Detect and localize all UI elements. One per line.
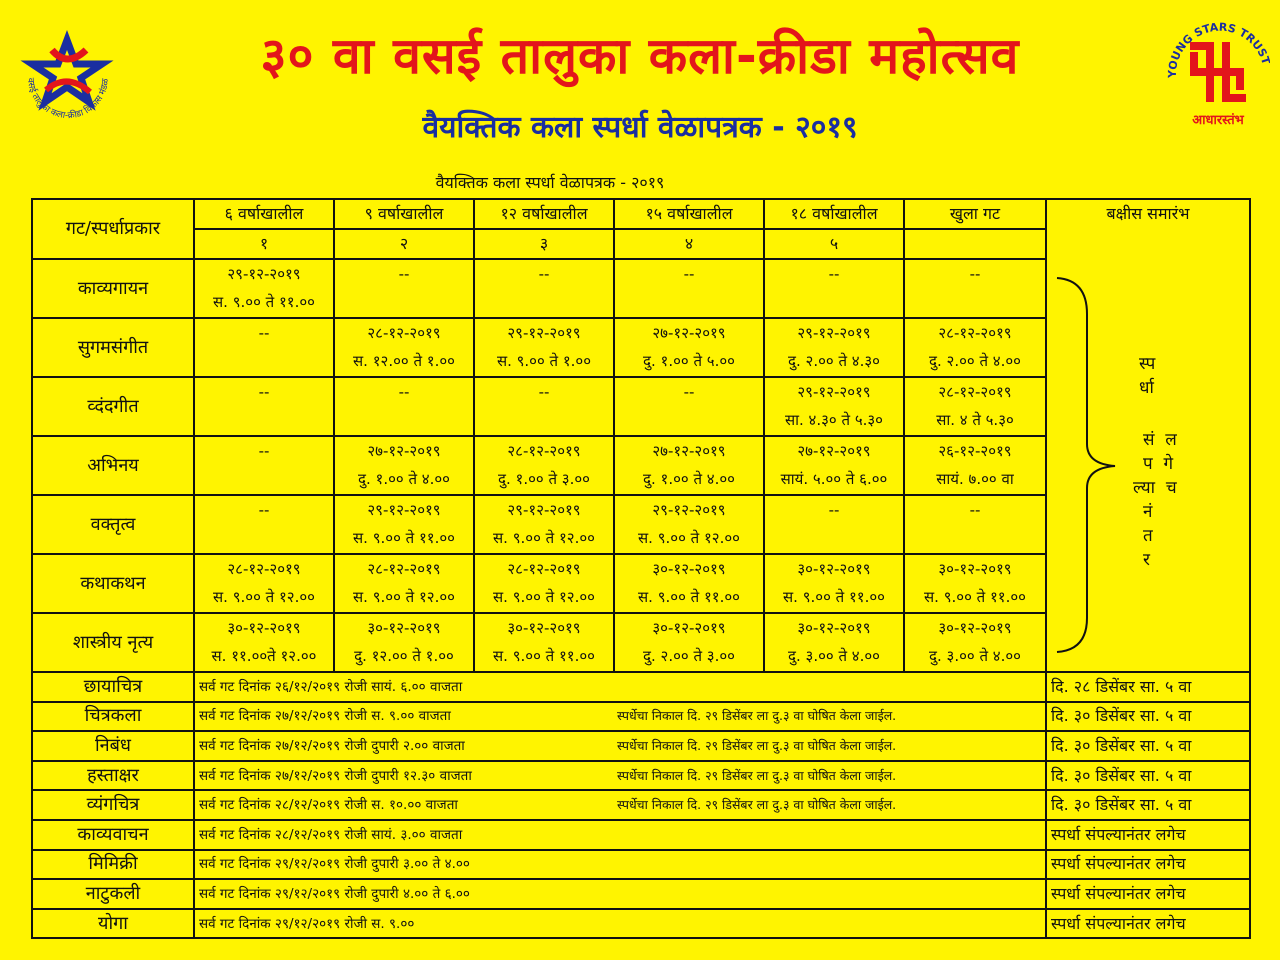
cell-time: स. ९.०० ते १२.०० <box>213 588 315 606</box>
schedule-cell <box>474 318 614 377</box>
category-label: व्यंगचित्र <box>32 790 194 820</box>
schedule-cell <box>334 613 474 672</box>
schedule-cell <box>194 731 1046 761</box>
schedule-cell <box>904 613 1046 672</box>
schedule-cell <box>194 318 334 377</box>
cell-time: सायं. ७.०० वा <box>936 470 1014 488</box>
table-row <box>32 879 1250 909</box>
schedule-text: सर्व गट दिनांक २६/१२/२०१९ रोजी सायं. ६.०० वाजता <box>199 678 463 695</box>
prize-note-line: प गे <box>1143 454 1174 474</box>
page-subtitle: वैयक्तिक कला स्पर्धा वेळापत्रक - २०१९ <box>422 110 858 145</box>
cell-time: दु. २.०० ते ४.३० <box>788 352 880 370</box>
schedule-cell <box>194 495 334 554</box>
prize-note-line: ल्या च <box>1133 478 1177 498</box>
cell-date: -- <box>828 265 840 283</box>
prize-note-line: सं ल <box>1143 430 1177 450</box>
prize-header: बक्षीस समारंभ <box>1046 199 1250 259</box>
cell-date: २८-१२-२०१९ <box>938 383 1012 401</box>
schedule-cell <box>764 377 904 436</box>
right-logo <box>1166 16 1270 128</box>
category-label: चित्रकला <box>32 702 194 732</box>
swastik-icon <box>1194 46 1242 98</box>
cell-date: २७-१२-२०१९ <box>652 442 726 460</box>
prize-cell: स्पर्धा संपल्यानंतर लगेच <box>1046 909 1250 939</box>
cell-time: दु. १.०० ते ३.०० <box>498 470 590 488</box>
result-text: स्पर्धेचा निकाल दि. २९ डिसेंबर ला दु.३ वा घोषित केला जाईल. <box>617 708 897 724</box>
cell-date: २६-१२-२०१९ <box>938 442 1012 460</box>
cell-date: ३०-१२-२०१९ <box>652 619 726 637</box>
cell-time: दु. २.०० ते ३.०० <box>643 647 735 665</box>
brace-icon <box>1049 274 1119 654</box>
prize-note-line: नं <box>1143 502 1153 522</box>
cell-date: ३०-१२-२०१९ <box>227 619 301 637</box>
schedule-cell <box>474 259 614 318</box>
cell-date: २८-१२-२०१९ <box>227 560 301 578</box>
cell-time: स. ९.०० ते १२.०० <box>638 529 740 547</box>
cell-time: स. ९.०० ते ११.०० <box>924 588 1026 606</box>
page-title: ३० वा वसई तालुका कला-क्रीडा महोत्सव <box>260 27 1020 85</box>
schedule-text: सर्व गट दिनांक २८/१२/२०१९ रोजी सायं. ३.०० वाजता <box>199 826 463 843</box>
cell-date: -- <box>683 265 695 283</box>
svg-text:वसई तालुका कला-क्रीडा विकास मं: वसई तालुका कला-क्रीडा विकास मंडळ <box>24 77 112 122</box>
schedule-cell <box>764 554 904 613</box>
cell-time: स. ९.०० ते ११.०० <box>638 588 740 606</box>
schedule-cell <box>194 436 334 495</box>
cell-time: दु. १.०० ते ५.०० <box>643 352 735 370</box>
schedule-cell <box>194 672 1046 702</box>
cell-date: २७-१२-२०१९ <box>367 442 441 460</box>
schedule-cell <box>194 377 334 436</box>
cell-date: २९-१२-२०१९ <box>367 501 441 519</box>
cell-date: २८-१२-२०१९ <box>367 560 441 578</box>
cell-date: -- <box>398 383 410 401</box>
cell-date: -- <box>969 265 981 283</box>
cell-date: -- <box>258 442 270 460</box>
prize-note <box>1045 258 1249 670</box>
cell-time: स. ९.०० ते ११.०० <box>783 588 885 606</box>
cell-date: २९-१२-२०१९ <box>507 501 581 519</box>
category-label: व्दंदगीत <box>32 377 194 436</box>
cell-time: दु. २.०० ते ४.०० <box>929 352 1021 370</box>
prize-note-line: स्प <box>1139 354 1156 374</box>
schedule-cell <box>764 613 904 672</box>
cell-time: सा. ४ ते ५.३० <box>936 411 1014 429</box>
cell-date: -- <box>538 383 550 401</box>
group-number: ५ <box>764 229 904 259</box>
category-label: कथाकथन <box>32 554 194 613</box>
prize-cell: दि. ३० डिसेंबर सा. ५ वा <box>1046 731 1250 761</box>
category-label: नाटुकली <box>32 879 194 909</box>
schedule-cell <box>474 495 614 554</box>
schedule-cell <box>194 761 1046 791</box>
category-label: काव्यवाचन <box>32 820 194 850</box>
cell-date: -- <box>538 265 550 283</box>
cell-date: २८-१२-२०१९ <box>507 442 581 460</box>
prize-cell: स्पर्धा संपल्यानंतर लगेच <box>1046 820 1250 850</box>
prize-cell: दि. ३० डिसेंबर सा. ५ वा <box>1046 761 1250 791</box>
cell-date: -- <box>683 383 695 401</box>
cell-time: स. ९.०० ते ११.०० <box>493 647 595 665</box>
schedule-cell <box>194 259 334 318</box>
schedule-cell <box>194 820 1046 850</box>
schedule-cell <box>334 554 474 613</box>
prize-note-line: त <box>1143 526 1153 546</box>
schedule-cell <box>334 259 474 318</box>
schedule-cell <box>474 377 614 436</box>
cell-date: ३०-१२-२०१९ <box>507 619 581 637</box>
schedule-cell <box>764 495 904 554</box>
group-number: ४ <box>614 229 764 259</box>
table-row <box>32 702 1250 732</box>
schedule-cell <box>904 554 1046 613</box>
cell-time: स. ९.०० ते ११.०० <box>213 293 315 311</box>
prize-note-line: र्धा <box>1139 378 1154 398</box>
star-icon <box>32 40 102 102</box>
cell-time: स. ९.०० ते १.०० <box>496 352 592 370</box>
schedule-text: सर्व गट दिनांक २९/१२/२०१९ रोजी दुपारी ३.०० ते ४.०० <box>199 856 470 873</box>
schedule-text: सर्व गट दिनांक २९/१२/२०१९ रोजी स. ९.०० <box>199 915 415 932</box>
category-label: शास्त्रीय नृत्य <box>32 613 194 672</box>
cell-time: स. ९.०० ते १२.०० <box>493 529 595 547</box>
group-header: गट/स्पर्धाप्रकार <box>32 199 194 259</box>
group-number <box>904 229 1046 259</box>
schedule-text: सर्व गट दिनांक २७/१२/२०१९ रोजी स. ९.०० वाजता <box>199 708 451 725</box>
cell-date: २९-१२-२०१९ <box>797 383 871 401</box>
schedule-cell <box>334 436 474 495</box>
schedule-cell <box>904 495 1046 554</box>
prize-cell: दि. ३० डिसेंबर सा. ५ वा <box>1046 790 1250 820</box>
left-logo <box>12 20 122 130</box>
schedule-cell <box>194 613 334 672</box>
schedule-text: सर्व गट दिनांक २७/१२/२०१९ रोजी दुपारी २.०० वाजता <box>199 737 465 754</box>
schedule-cell <box>474 436 614 495</box>
table-row <box>32 731 1250 761</box>
column-header: १५ वर्षाखालील <box>614 199 764 229</box>
cell-time: स. ९.०० ते १२.०० <box>493 588 595 606</box>
schedule-cell <box>194 790 1046 820</box>
cell-date: २७-१२-२०१९ <box>652 324 726 342</box>
schedule-cell <box>194 879 1046 909</box>
cell-date: -- <box>258 383 270 401</box>
schedule-cell <box>614 318 764 377</box>
category-label: हस्ताक्षर <box>32 761 194 791</box>
cell-date: २८-१२-२०१९ <box>938 324 1012 342</box>
column-header: १८ वर्षाखालील <box>764 199 904 229</box>
cell-date: २७-१२-२०१९ <box>797 442 871 460</box>
cell-date: ३०-१२-२०१९ <box>797 560 871 578</box>
schedule-cell <box>764 259 904 318</box>
table-row <box>32 790 1250 820</box>
cell-time: दु. १.०० ते ४.०० <box>358 470 450 488</box>
category-label: योगा <box>32 909 194 939</box>
prize-note-line: र <box>1143 550 1150 570</box>
table-row <box>32 672 1250 702</box>
cell-time: दु. १.०० ते ४.०० <box>643 470 735 488</box>
category-label: मिमिक्री <box>32 850 194 880</box>
schedule-cell <box>614 436 764 495</box>
cell-time: स. ११.००ते १२.०० <box>211 647 317 665</box>
schedule-cell <box>334 495 474 554</box>
result-text: स्पर्धेचा निकाल दि. २९ डिसेंबर ला दु.३ वा घोषित केला जाईल. <box>617 797 897 813</box>
cell-date: -- <box>969 501 981 519</box>
cell-time: स. ९.०० ते ११.०० <box>353 529 455 547</box>
table-row <box>32 850 1250 880</box>
schedule-cell <box>194 850 1046 880</box>
schedule-text: सर्व गट दिनांक २८/१२/२०१९ रोजी स. १०.०० वाजता <box>199 797 458 814</box>
schedule-cell <box>334 318 474 377</box>
column-header: ६ वर्षाखालील <box>194 199 334 229</box>
cell-date: २८-१२-२०१९ <box>507 560 581 578</box>
schedule-text: सर्व गट दिनांक २९/१२/२०१९ रोजी दुपारी ४.०० ते ६.०० <box>199 885 470 902</box>
cell-date: -- <box>258 501 270 519</box>
schedule-cell <box>764 318 904 377</box>
schedule-cell <box>474 554 614 613</box>
cell-date: २९-१२-२०१९ <box>227 265 301 283</box>
cell-date: -- <box>828 501 840 519</box>
column-header: १२ वर्षाखालील <box>474 199 614 229</box>
prize-cell: स्पर्धा संपल्यानंतर लगेच <box>1046 879 1250 909</box>
cell-date: २९-१२-२०१९ <box>507 324 581 342</box>
schedule-cell <box>194 554 334 613</box>
prize-cell: दि. ३० डिसेंबर सा. ५ वा <box>1046 702 1250 732</box>
category-label: निबंध <box>32 731 194 761</box>
cell-time: दु. ३.०० ते ४.०० <box>788 647 880 665</box>
schedule-cell <box>904 318 1046 377</box>
prize-cell: स्पर्धा संपल्यानंतर लगेच <box>1046 850 1250 880</box>
table-row <box>32 761 1250 791</box>
schedule-cell <box>474 613 614 672</box>
category-label: वक्तृत्व <box>32 495 194 554</box>
table-caption: वैयक्तिक कला स्पर्धा वेळापत्रक - २०१९ <box>435 173 665 192</box>
schedule-cell <box>614 259 764 318</box>
cell-time: स. १२.०० ते १.०० <box>353 352 455 370</box>
logo-caption: आधारस्तंभ <box>1192 113 1244 128</box>
cell-date: २९-१२-२०१९ <box>797 324 871 342</box>
cell-date: २८-१२-२०१९ <box>367 324 441 342</box>
schedule-cell <box>904 436 1046 495</box>
svg-text:YOUNG STARS TRUST: YOUNG STARS TRUS <box>1166 20 1270 79</box>
cell-date: ३०-१२-२०१९ <box>367 619 441 637</box>
schedule-cell <box>334 377 474 436</box>
cell-date: -- <box>398 265 410 283</box>
schedule-cell <box>614 377 764 436</box>
category-label: अभिनय <box>32 436 194 495</box>
group-number: २ <box>334 229 474 259</box>
table-row <box>32 820 1250 850</box>
cell-date: ३०-१२-२०१९ <box>938 619 1012 637</box>
result-text: स्पर्धेचा निकाल दि. २९ डिसेंबर ला दु.३ वा घोषित केला जाईल. <box>617 767 897 783</box>
cell-time: सायं. ५.०० ते ६.०० <box>780 470 888 488</box>
schedule-cell <box>904 377 1046 436</box>
column-header: ९ वर्षाखालील <box>334 199 474 229</box>
cell-date: ३०-१२-२०१९ <box>652 560 726 578</box>
category-label: छायाचित्र <box>32 672 194 702</box>
cell-time: सा. ४.३० ते ५.३० <box>785 411 883 429</box>
cell-time: दु. १२.०० ते १.०० <box>354 647 454 665</box>
result-text: स्पर्धेचा निकाल दि. २९ डिसेंबर ला दु.३ वा घोषित केला जाईल. <box>617 737 897 753</box>
cell-date: ३०-१२-२०१९ <box>938 560 1012 578</box>
category-label: सुगमसंगीत <box>32 318 194 377</box>
cell-time: दु. ३.०० ते ४.०० <box>929 647 1021 665</box>
cell-date: २९-१२-२०१९ <box>652 501 726 519</box>
group-number: १ <box>194 229 334 259</box>
table-row <box>32 909 1250 939</box>
cell-date: ३०-१२-२०१९ <box>797 619 871 637</box>
schedule-text: सर्व गट दिनांक २७/१२/२०१९ रोजी दुपारी १२.३० वाजता <box>199 767 472 784</box>
schedule-cell <box>194 702 1046 732</box>
column-header: खुला गट <box>904 199 1046 229</box>
cell-time: स. ९.०० ते १२.०० <box>353 588 455 606</box>
group-number: ३ <box>474 229 614 259</box>
schedule-cell <box>904 259 1046 318</box>
prize-cell: दि. २८ डिसेंबर सा. ५ वा <box>1046 672 1250 702</box>
schedule-cell <box>194 909 1046 939</box>
schedule-cell <box>614 495 764 554</box>
schedule-cell <box>614 554 764 613</box>
category-label: काव्यगायन <box>32 259 194 318</box>
schedule-cell <box>614 613 764 672</box>
schedule-cell <box>764 436 904 495</box>
cell-date: -- <box>258 324 270 342</box>
